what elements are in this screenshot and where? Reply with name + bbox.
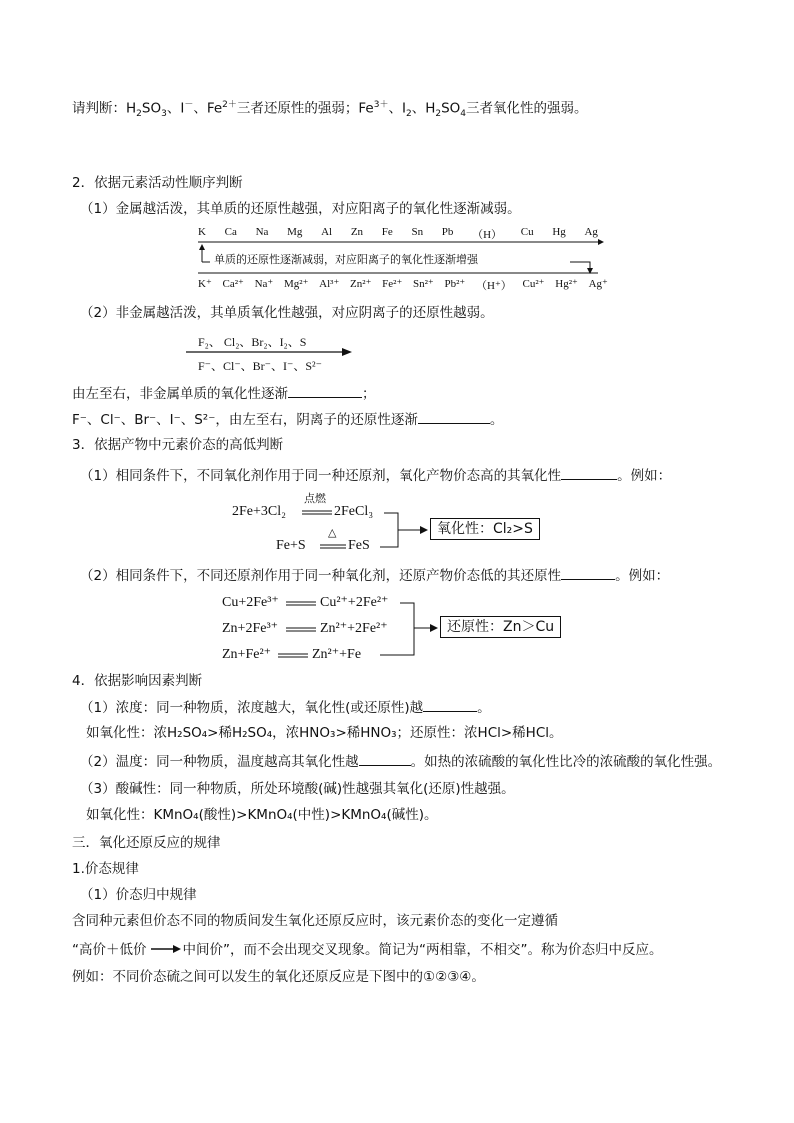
oxidant-rule: （1）相同条件下，不同氧化剂作用于同一种还原剂，氧化产物价态高的其氧化性 。例如： xyxy=(80,468,672,484)
metals-item: Ca xyxy=(224,226,237,238)
ions-item: Zn²⁺ xyxy=(350,278,372,290)
eq4-right: Zn²⁺+2Fe²⁺ xyxy=(320,621,388,636)
ions-item: Cu²⁺ xyxy=(522,278,545,290)
valence-rule-title: 1.价态规律 xyxy=(72,861,139,877)
oxidizing-result-box: 氧化性：Cl₂>S xyxy=(430,518,540,540)
question-1: 由左至右，非金属单质的氧化性逐渐 ； xyxy=(72,386,376,402)
metals-item: Na xyxy=(255,226,269,238)
ions-item: Mg²⁺ xyxy=(284,278,309,290)
eq5-left: Zn+Fe²⁺ xyxy=(222,647,272,662)
ions-item: Ca²⁺ xyxy=(222,278,244,290)
arrow-icon xyxy=(147,940,183,954)
ions-item: Hg²⁺ xyxy=(555,278,578,290)
metals-item: Pb xyxy=(441,226,454,238)
ions-item: Sn²⁺ xyxy=(413,278,434,290)
metals-item: Al xyxy=(321,226,333,238)
comproportionation-example: 例如：不同价态硫之间可以发生的氧化还原反应是下图中的①②③④。 xyxy=(72,969,485,985)
metals-item: Fe xyxy=(381,226,393,238)
ions-item: Pb²⁺ xyxy=(444,278,466,290)
eq3-right: Cu²⁺+2Fe²⁺ xyxy=(320,595,389,610)
ions-item: （H⁺） xyxy=(476,280,512,292)
section-three-title: 三．氧化还原反应的规律 xyxy=(72,835,221,851)
comproportionation-summary: “高价＋低价 中间价”，而不会出现交叉现象。简记为“两相靠，不相交”。称为价态归中反应。 xyxy=(72,942,663,958)
question-2: F⁻、Cl⁻、Br⁻、I⁻、S²⁻，由左至右，阴离子的还原性逐渐 。 xyxy=(72,412,504,428)
eq4-left: Zn+2Fe³⁺ xyxy=(222,621,279,636)
section-2-title: 2．依据元素活动性顺序判断 xyxy=(72,175,243,191)
temperature-rule: （2）温度：同一种物质，温度越高其氧化性越 。如热的浓硫酸的氧化性比冷的浓硫酸的氧化性强。 xyxy=(80,754,722,770)
eq1-left: 2Fe+3Cl₂ xyxy=(232,504,287,519)
ions-item: Fe²⁺ xyxy=(382,278,403,290)
eq2-right: FeS xyxy=(348,538,370,553)
ions-item: Na⁺ xyxy=(254,278,274,290)
eq1-condition: 点燃 xyxy=(304,493,326,505)
metals-item: Hg xyxy=(552,226,566,238)
intro-question: 请判断：$H_2SO_3$、I－、$Fe^{2+}$三者还原性的强弱；$Fe^{3+}$、$I_2$、$H_2SO_4$三者氧化性的强弱。 xyxy=(72,100,588,120)
metals-item: Mg xyxy=(287,226,303,238)
metals-item: （H） xyxy=(472,229,503,241)
metals-item: Ag xyxy=(584,226,598,238)
metal-rule: （1）金属越活泼，其单质的还原性越强，对应阳离子的氧化性逐渐减弱。 xyxy=(80,201,521,217)
trend-text: 单质的还原性逐渐减弱，对应阳离子的氧化性逐渐增强 xyxy=(214,254,478,266)
metals-item: Sn xyxy=(411,226,424,238)
concentration-example: 如氧化性：浓H₂SO₄>稀H₂SO₄，浓HNO₃>稀HNO₃；还原性：浓HCl>稀HCl。 xyxy=(86,725,563,741)
ions-item: K⁺ xyxy=(198,278,212,290)
section-3-title: 3．依据产物中元素价态的高低判断 xyxy=(72,437,284,453)
acidity-rule: （3）酸碱性：同一种物质，所处环境酸(碱)性越强其氧化(还原)性越强。 xyxy=(80,781,515,797)
metals-item: K xyxy=(198,226,206,238)
eq1-right: 2FeCl₃ xyxy=(334,504,374,519)
nonmetal-rule: （2）非金属越活泼，其单质氧化性越强，对应阴离子的还原性越弱。 xyxy=(80,305,494,321)
ions-item: Al³⁺ xyxy=(319,278,340,290)
comproportionation-text: 含同种元素但价态不同的物质间发生氧化还原反应时，该元素价态的变化一定遵循 xyxy=(72,913,558,929)
acidity-example: 如氧化性：KMnO₄(酸性)>KMnO₄(中性)>KMnO₄(碱性)。 xyxy=(86,807,438,823)
nonmetal-elements: F₂、 Cl₂、Br₂、I₂、S xyxy=(198,335,307,349)
eq3-left: Cu+2Fe³⁺ xyxy=(222,595,279,610)
ions-item: Ag⁺ xyxy=(588,278,608,290)
reducing-result-box: 还原性：Zn＞Cu xyxy=(440,616,561,638)
section-4-title: 4．依据影响因素判断 xyxy=(72,673,203,689)
concentration-rule: （1）浓度：同一种物质，浓度越大，氧化性(或还原性)越 。 xyxy=(80,700,491,716)
eq2-condition: △ xyxy=(328,527,337,539)
comproportionation-title: （1）价态归中规律 xyxy=(80,887,197,903)
metals-item: Zn xyxy=(350,226,364,238)
nonmetal-anions: F⁻、Cl⁻、Br⁻、I⁻、S²⁻ xyxy=(198,359,322,373)
eq5-right: Zn²⁺+Fe xyxy=(312,647,362,662)
eq2-left: Fe+S xyxy=(276,538,306,553)
metals-item: Cu xyxy=(520,226,534,238)
reductant-rule: （2）相同条件下，不同还原剂作用于同一种氧化剂，还原产物价态低的其还原性 。例如： xyxy=(80,568,670,584)
